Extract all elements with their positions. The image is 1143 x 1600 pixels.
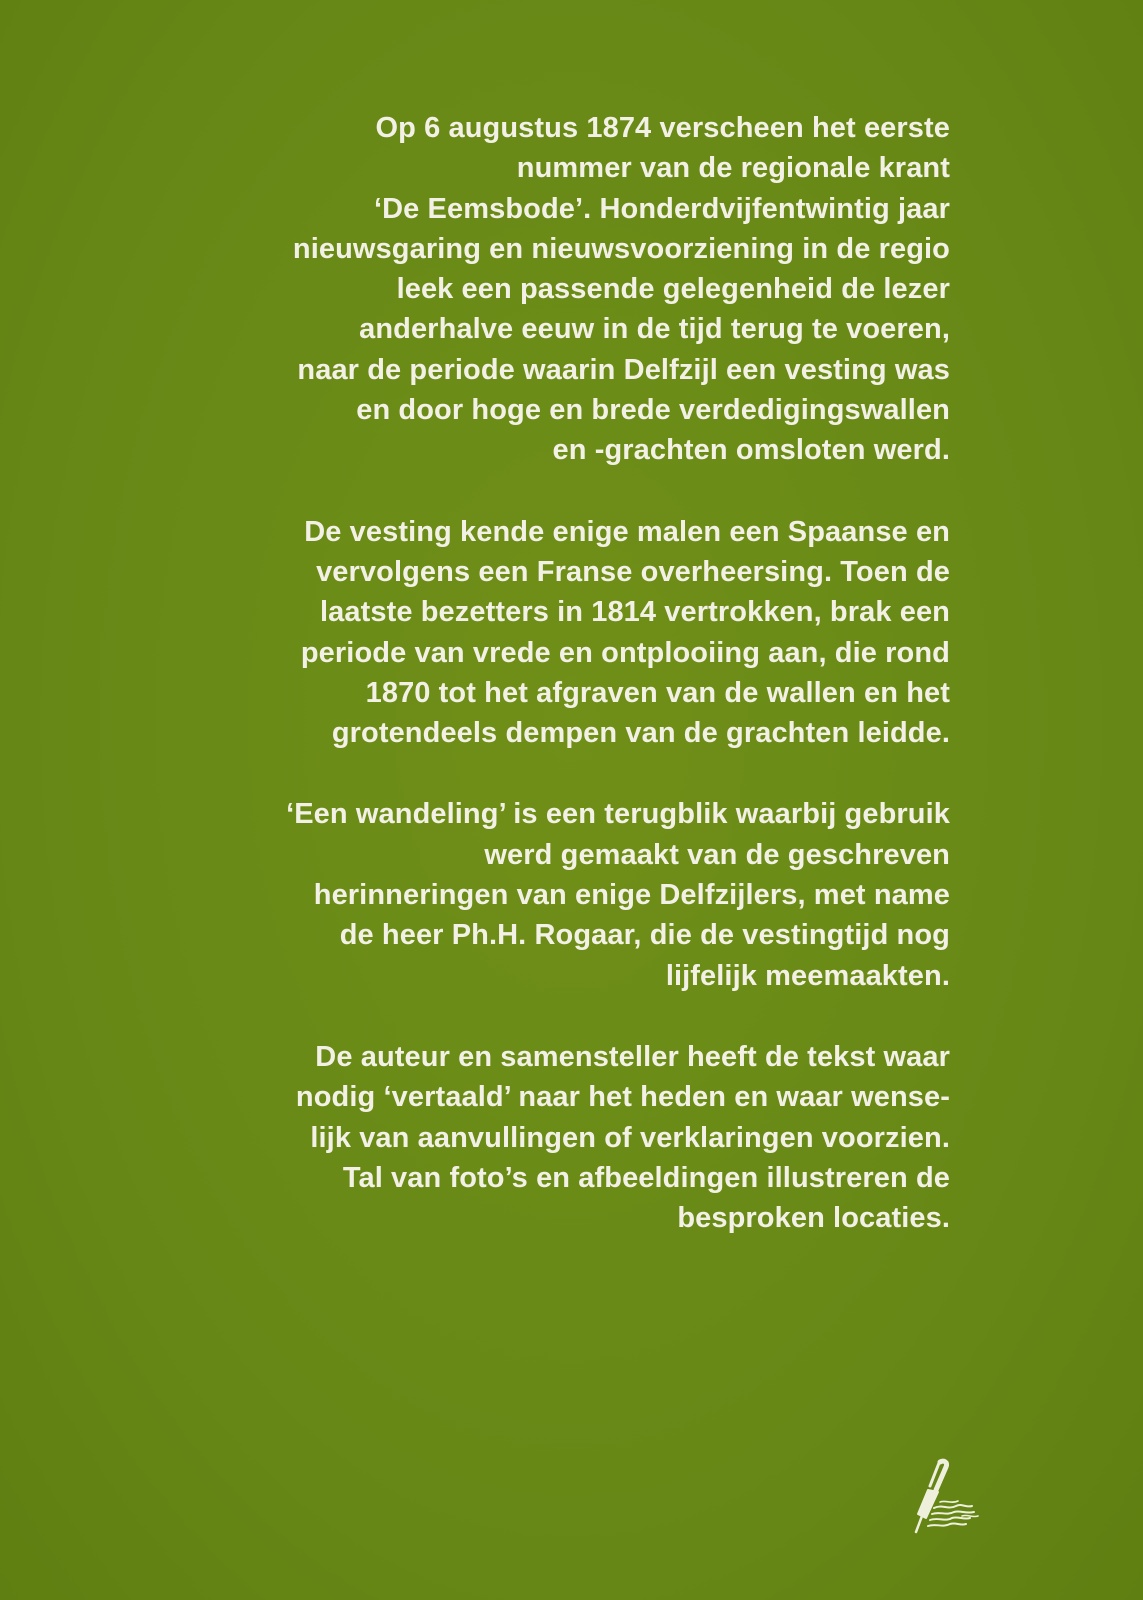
quill-pen-icon [896, 1456, 986, 1542]
blurb-paragraph-1 [180, 108, 950, 471]
blurb-paragraph-4 [180, 1037, 950, 1238]
blurb-paragraph-2 [180, 512, 950, 754]
blurb-text-block [180, 108, 950, 1279]
text-line: nummer van de regionale krant [516, 152, 950, 185]
text-line: en door hoge en brede verdedigingswallen [356, 394, 950, 427]
text-line: lijk van aanvullingen of verklaringen voorzien. [310, 1121, 950, 1154]
text-line: nodig ‘vertaald’ naar het heden en waar wense- [295, 1081, 950, 1114]
text-line: 1870 tot het afgraven van de wallen en het [365, 676, 950, 709]
text-line: De auteur en samensteller heeft de tekst waar [315, 1040, 950, 1073]
text-line: Tal van foto’s en afbeeldingen illustreren de [342, 1161, 950, 1194]
text-line: leek een passende gelegenheid de lezer [396, 273, 950, 306]
text-line: Op 6 augustus 1874 verscheen het eerste [375, 112, 950, 144]
text-line: laatste bezetters in 1814 vertrokken, brak een [319, 596, 950, 629]
text-line: de heer Ph.H. Rogaar, die de vestingtijd nog [339, 919, 950, 952]
text-line: besproken locaties. [677, 1202, 950, 1235]
text-line: werd gemaakt van de geschreven [484, 838, 950, 871]
text-line: lijfelijk meemaakten. [665, 959, 950, 992]
text-line: De vesting kende enige malen een Spaanse en [304, 515, 950, 548]
blurb-paragraph-3 [180, 794, 950, 995]
text-line: en -grachten omsloten werd. [552, 434, 950, 467]
text-line: ‘Een wandeling’ is een terugblik waarbij gebruik [286, 798, 950, 831]
text-line: vervolgens een Franse overheersing. Toen de [316, 555, 950, 588]
text-line: ‘De Eemsbode’. Honderdvijfentwintig jaar [373, 192, 950, 225]
text-line: naar de periode waarin Delfzijl een vesting was [297, 353, 950, 386]
text-line: herinneringen van enige Delfzijlers, met name [313, 879, 950, 912]
text-line: anderhalve eeuw in de tijd terug te voeren, [359, 313, 950, 346]
text-line: periode van vrede en ontplooiing aan, die rond [300, 636, 950, 669]
text-line: nieuwsgaring en nieuwsvoorziening in de regio [292, 232, 950, 265]
text-line: grotendeels dempen van de grachten leidde. [331, 717, 950, 750]
